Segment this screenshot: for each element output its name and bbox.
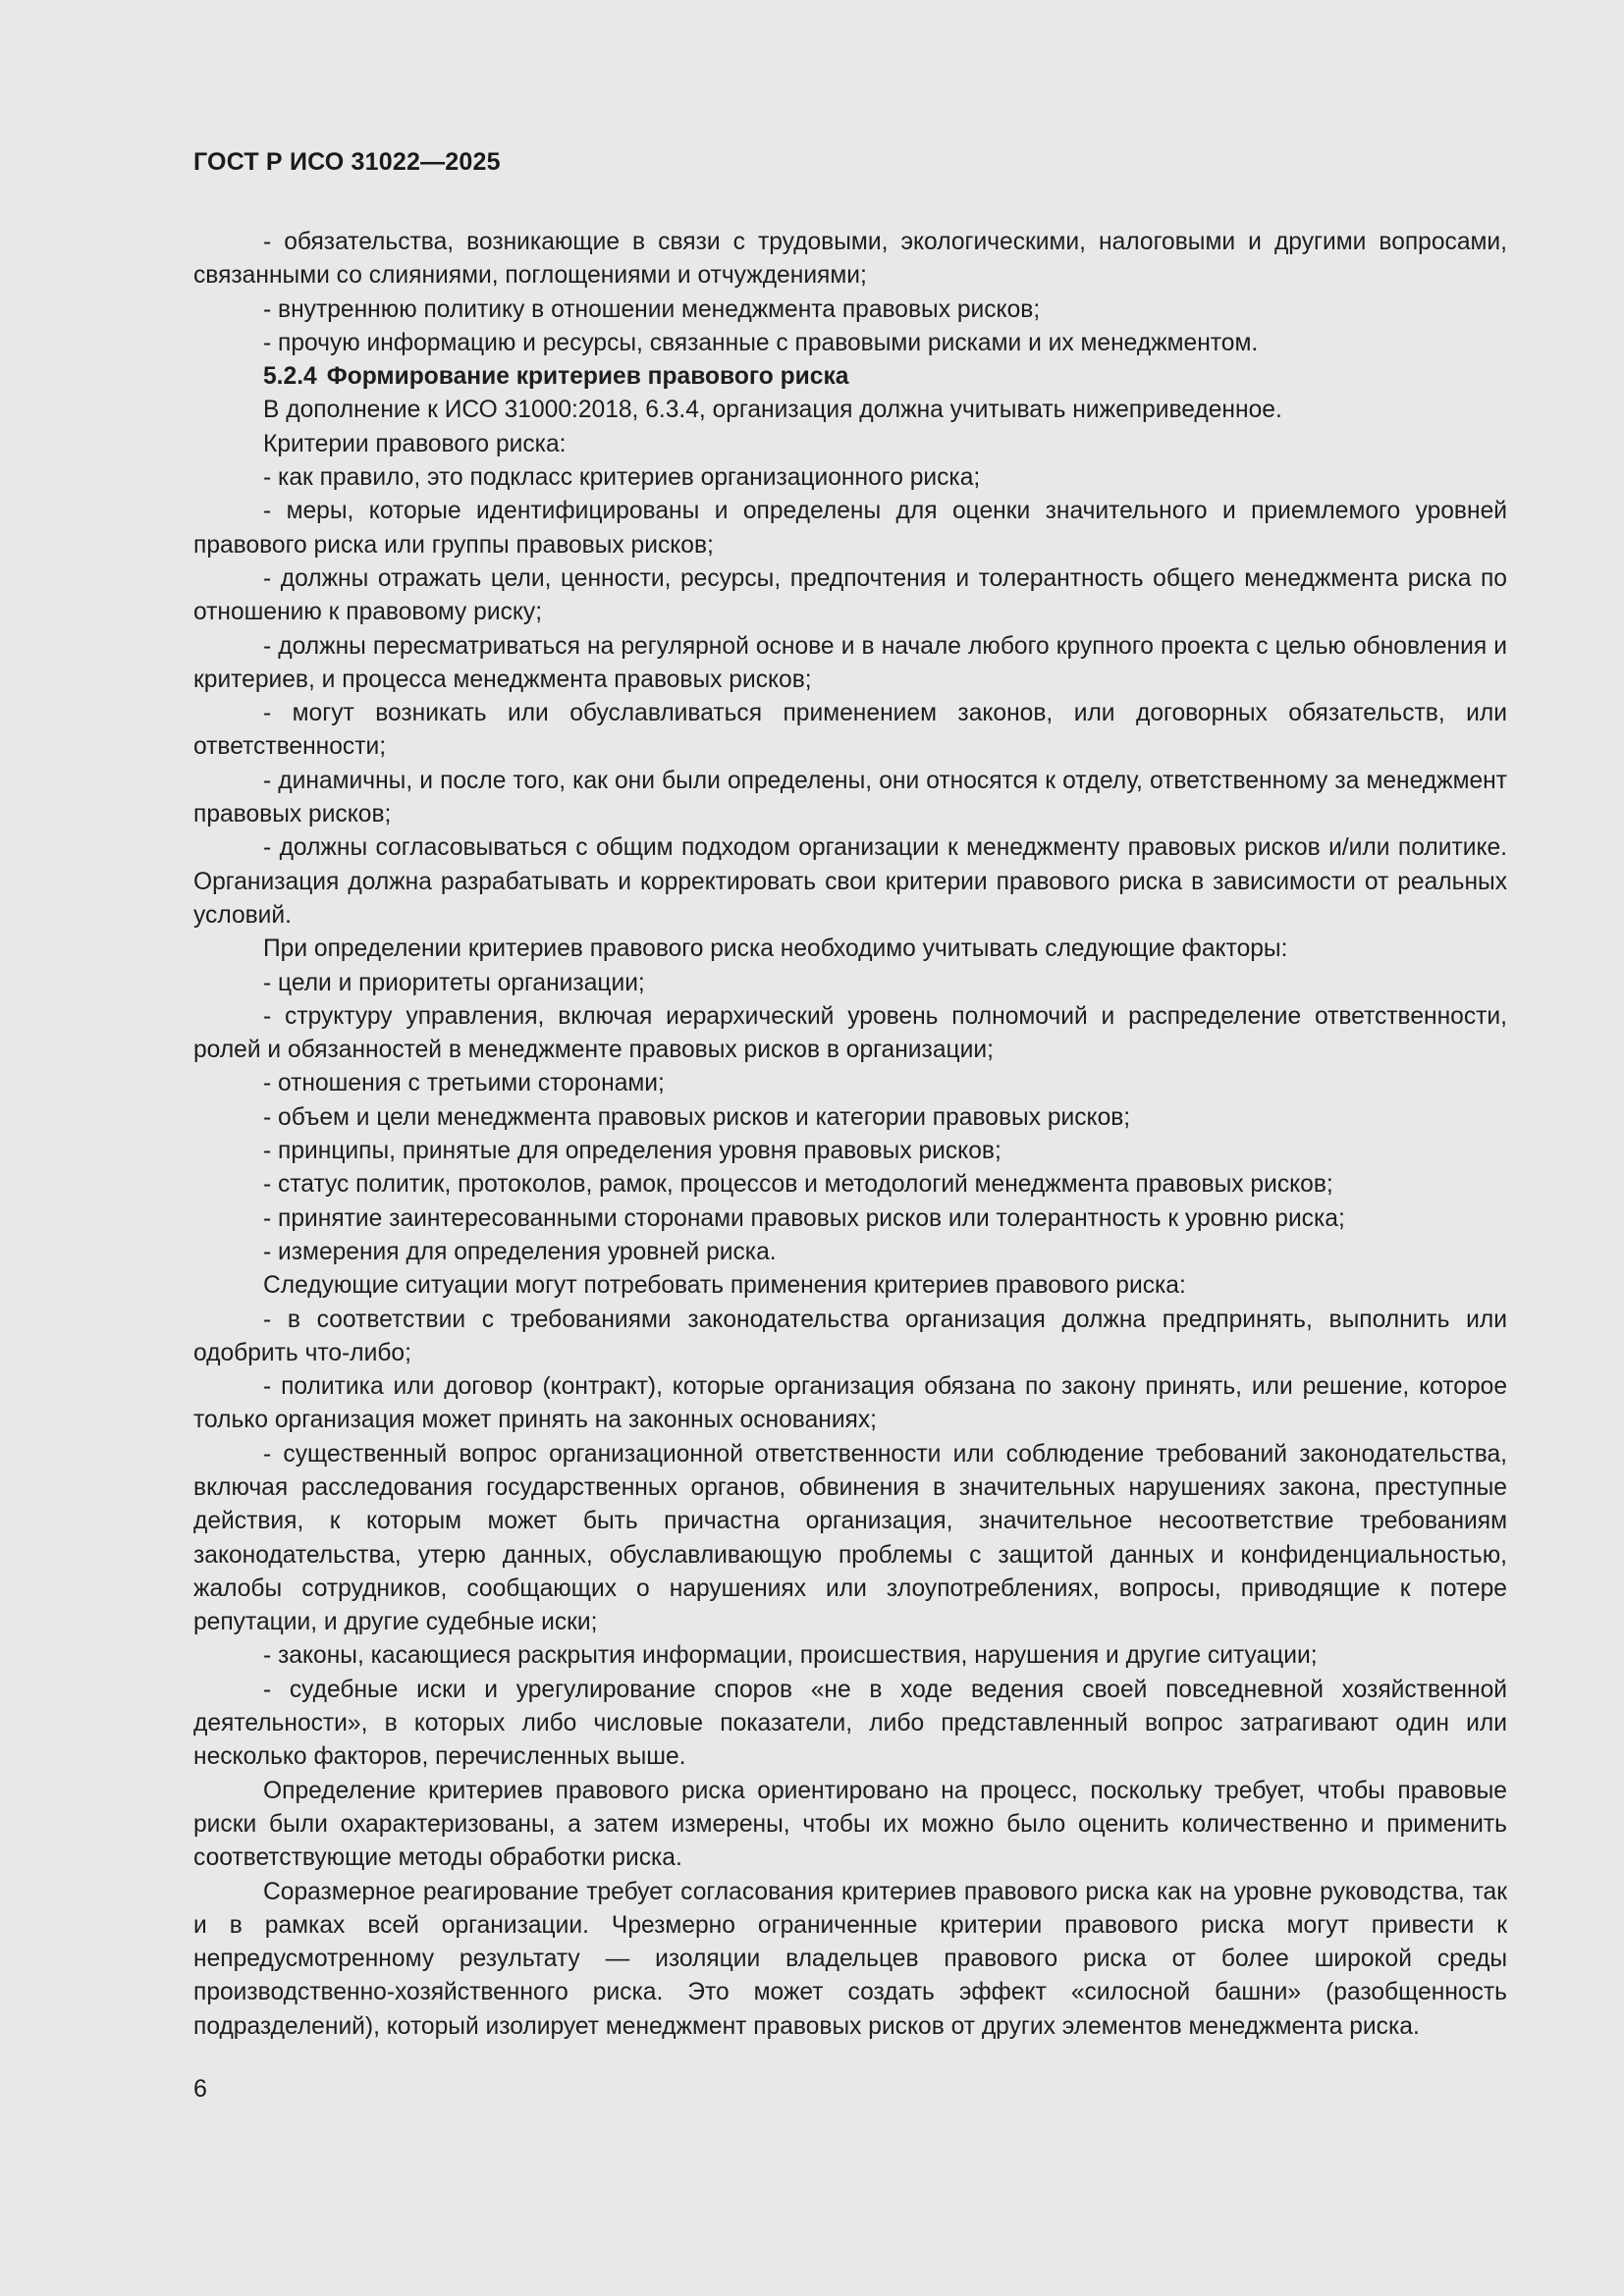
list-item: - существенный вопрос организационной ответственности или соблюдение требований законодательства, включая расследования государственных органов, обвинения в значительных нарушениях закона, преступные действия, к которым может быть причастна организация, значительное несоответствие требованиям законодательства, утерю данных, обуславливающую проблемы с защитой данных и конфиденциальностью, жалобы сотрудников, сообщающих о нарушениях или злоупотреблениях, вопросы, приводящие к потере репутации, и другие судебные иски; (193, 1440, 1507, 1636)
page-number: 6 (193, 2075, 207, 2103)
section-number: 5.2.4 (263, 363, 317, 391)
list-item: - судебные иски и урегулирование споров «не в ходе ведения своей повседневной хозяйственной деятельности», в которых либо числовые показатели, либо представленный вопрос затрагивают один или несколько факторов, перечисленных выше. (193, 1676, 1507, 1771)
paragraph: В дополнение к ИСО 31000:2018, 6.3.4, организация должна учитывать нижеприведенное. (263, 397, 1282, 424)
list-item: - принципы, принятые для определения уровня правовых рисков; (263, 1138, 1001, 1165)
document-header: ГОСТ Р ИСО 31022—2025 (193, 148, 501, 176)
list-item: - в соответствии с требованиями законодательства организация должна предпринять, выполнить или одобрить что-либо; (193, 1306, 1507, 1366)
paragraph: При определении критериев правового риска необходимо учитывать следующие факторы: (263, 935, 1288, 963)
list-item: - должны пересматриваться на регулярной основе и в начале любого крупного проекта с целью обновления и критериев, и процесса менеджмента правовых рисков; (193, 632, 1507, 693)
paragraph: Определение критериев правового риска ориентировано на процесс, поскольку требует, чтобы правовые риски были охарактеризованы, а затем измерены, чтобы их можно было оценить количественно и применить соответствующие методы обработки риска. (193, 1777, 1507, 1872)
list-item: - как правило, это подкласс критериев организационного риска; (263, 464, 981, 492)
list-item: - структуру управления, включая иерархический уровень полномочий и распределение ответственности, ролей и обязанностей в менеджменте правовых рисков в организации; (193, 1002, 1507, 1064)
list-item: - могут возникать или обуславливаться применением законов, или договорных обязательств, или ответственности; (193, 700, 1507, 761)
list-item: - динамичны, и после того, как они были определены, они относятся к отделу, ответственному за менеджмент правовых рисков; (193, 767, 1507, 828)
list-item: - прочую информацию и ресурсы, связанные с правовыми рисками и их менеджментом. (263, 329, 1259, 356)
list-item: - должны отражать цели, ценности, ресурсы, предпочтения и толерантность общего менеджмента риска по отношению к правовому риску; (193, 564, 1507, 626)
paragraph: Следующие ситуации могут потребовать применения критериев правового риска: (263, 1272, 1186, 1300)
section-title: Формирование критериев правового риска (326, 363, 849, 391)
list-item: - отношения с третьими сторонами; (263, 1070, 665, 1097)
section-heading (193, 360, 1507, 394)
list-item: - принятие заинтересованными сторонами правовых рисков или толерантность к уровню риска; (263, 1204, 1345, 1232)
list-item: - обязательства, возникающие в связи с трудовыми, экологическими, налоговыми и другими вопросами, связанными со слияниями, поглощениями и отчуждениями; (193, 229, 1507, 290)
list-item: - законы, касающиеся раскрытия информации, происшествия, нарушения и другие ситуации; (263, 1642, 1318, 1670)
list-item: - политика или договор (контракт), которые организация обязана по закону принять, или решение, которое только организация может принять на законных основаниях; (193, 1373, 1507, 1434)
list-item: - статус политик, протоколов, рамок, процессов и методологий менеджмента правовых рисков; (263, 1171, 1333, 1199)
list-item: - меры, которые идентифицированы и определены для оценки значительного и приемлемого уровней правового риска или группы правовых рисков; (193, 498, 1507, 559)
document-body (193, 226, 1507, 2044)
list-item: - должны согласовываться с общим подходом организации к менеджменту правовых рисков и/или политике. Организация должна разрабатывать и корректировать свои критерии правового риска в зависимости от реальных условий. (193, 834, 1507, 929)
list-item: - измерения для определения уровней риска. (263, 1238, 777, 1265)
list-item: - внутреннюю политику в отношении менеджмента правовых рисков; (263, 295, 1041, 323)
paragraph: Соразмерное реагирование требует согласования критериев правового риска как на уровне руководства, так и в рамках всей организации. Чрезмерно ограниченные критерии правового риска могут привести к непредусмотренному результату — изоляции владельцев правового риска от более широкой среды производственно-хозяйственного риска. Это может создать эффект «силосной башни» (разобщенность подразделений), который изолирует менеджмент правовых рисков от других элементов менеджмента риска. (193, 1878, 1507, 2040)
list-item: - цели и приоритеты организации; (263, 969, 645, 996)
list-item: - объем и цели менеджмента правовых рисков и категории правовых рисков; (263, 1103, 1131, 1131)
paragraph: Критерии правового риска: (263, 430, 567, 457)
